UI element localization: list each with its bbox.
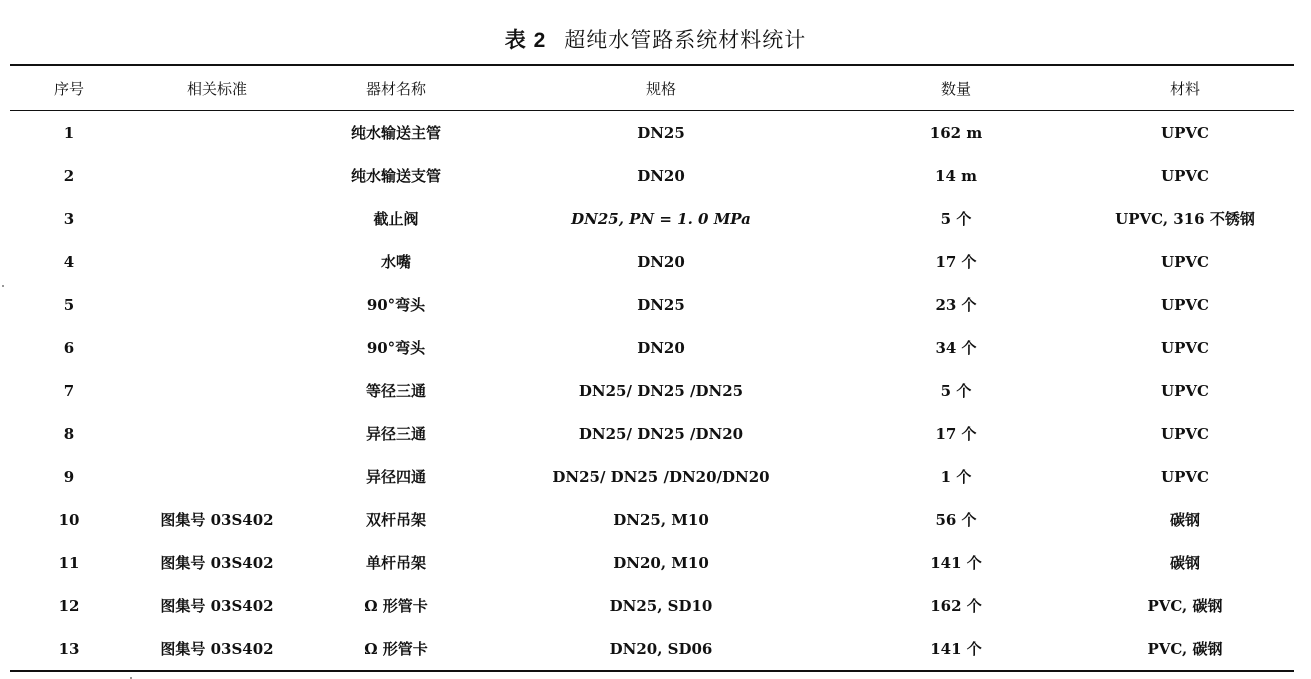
cell-spec: DN25, PN = 1. 0 MPa (571, 209, 751, 228)
table-number: 表 2 (504, 29, 547, 52)
cell-name: 90°弯头 (366, 339, 426, 357)
table-row (10, 627, 1294, 671)
cell-material: UPVC (1161, 467, 1209, 486)
cell-qty: 5 个 (940, 210, 972, 228)
cell-name: 水嘴 (380, 253, 411, 271)
cell-standard (128, 240, 306, 283)
header-no: 序号 (53, 79, 84, 98)
cell-no: 1 (63, 123, 75, 142)
cell-spec: DN25/ DN25 /DN25 (578, 381, 744, 400)
cell-spec: DN20 (637, 252, 685, 271)
table-row (10, 412, 1294, 455)
cell-no: 8 (63, 424, 75, 443)
cell-no: 11 (58, 553, 80, 572)
table-row (10, 283, 1294, 326)
header-standard: 相关标准 (186, 79, 247, 98)
cell-name: 等径三通 (365, 382, 426, 400)
cell-standard (128, 455, 306, 498)
header-row (10, 65, 1294, 111)
materials-table (10, 64, 1294, 672)
cell-name: 90°弯头 (366, 296, 426, 314)
cell-material: UPVC (1161, 424, 1209, 443)
cell-material: UPVC (1161, 295, 1209, 314)
cell-material: UPVC (1161, 338, 1209, 357)
header-qty: 数量 (940, 79, 971, 98)
table-caption (0, 24, 1311, 54)
table-row (10, 584, 1294, 627)
cell-standard (128, 369, 306, 412)
cell-standard (128, 283, 306, 326)
cell-material: UPVC (1161, 166, 1209, 185)
header-material: 材料 (1169, 79, 1200, 98)
cell-name: Ω 形管卡 (364, 597, 428, 615)
table-row (10, 111, 1294, 155)
cell-standard (128, 197, 306, 240)
cell-spec: DN25 (637, 123, 685, 142)
cell-standard: 图集号 03S402 (160, 554, 274, 572)
cell-material: PVC, 碳钢 (1147, 640, 1223, 658)
cell-no: 13 (58, 639, 80, 658)
cell-qty: 17 个 (935, 425, 977, 443)
table-row (10, 498, 1294, 541)
table-row (10, 369, 1294, 412)
table-title: 超纯水管路系统材料统计 (564, 28, 807, 52)
cell-qty: 34 个 (935, 339, 977, 357)
cell-no: 7 (63, 381, 75, 400)
cell-qty: 5 个 (940, 382, 972, 400)
cell-material: UPVC (1161, 123, 1209, 142)
cell-standard (128, 412, 306, 455)
cell-spec: DN20, SD06 (609, 639, 713, 658)
cell-spec: DN20 (637, 338, 685, 357)
table-row (10, 240, 1294, 283)
cell-name: 双杆吊架 (365, 511, 426, 529)
cell-spec: DN25/ DN25 /DN20 (578, 424, 744, 443)
cell-name: 纯水输送主管 (350, 124, 441, 142)
cell-qty: 162 个 (930, 597, 982, 615)
cell-qty: 56 个 (935, 511, 977, 529)
cell-standard: 图集号 03S402 (160, 511, 274, 529)
table-row (10, 154, 1294, 197)
scan-speck (2, 285, 4, 287)
cell-name: 异径三通 (365, 425, 426, 443)
cell-material: 碳钢 (1169, 554, 1200, 572)
cell-qty: 14 m (935, 166, 977, 185)
cell-qty: 141 个 (930, 640, 982, 658)
cell-spec: DN25, SD10 (609, 596, 713, 615)
table-row (10, 541, 1294, 584)
cell-no: 6 (63, 338, 75, 357)
cell-no: 12 (58, 596, 80, 615)
cell-standard: 图集号 03S402 (160, 640, 274, 658)
cell-no: 10 (58, 510, 80, 529)
cell-no: 9 (63, 467, 75, 486)
cell-spec: DN25, M10 (613, 510, 709, 529)
cell-qty: 141 个 (930, 554, 982, 572)
cell-name: Ω 形管卡 (364, 640, 428, 658)
header-name: 器材名称 (365, 79, 426, 98)
cell-material: UPVC (1161, 381, 1209, 400)
cell-no: 5 (63, 295, 75, 314)
table-row (10, 326, 1294, 369)
cell-material: 碳钢 (1169, 511, 1200, 529)
cell-name: 异径四通 (365, 468, 426, 486)
cell-standard (128, 154, 306, 197)
cell-material: UPVC (1161, 252, 1209, 271)
cell-spec: DN20, M10 (613, 553, 709, 572)
cell-no: 4 (63, 252, 75, 271)
cell-spec: DN20 (637, 166, 685, 185)
table-row (10, 455, 1294, 498)
cell-standard: 图集号 03S402 (160, 597, 274, 615)
cell-standard (128, 326, 306, 369)
cell-qty: 17 个 (935, 253, 977, 271)
cell-standard (128, 111, 306, 155)
cell-name: 纯水输送支管 (350, 167, 441, 185)
cell-spec: DN25 (637, 295, 685, 314)
header-spec: 规格 (645, 79, 676, 98)
cell-qty: 23 个 (935, 296, 977, 314)
cell-qty: 162 m (929, 123, 983, 142)
cell-name: 单杆吊架 (365, 554, 426, 572)
cell-material: UPVC, 316 不锈钢 (1115, 210, 1255, 228)
cell-spec: DN25/ DN25 /DN20/DN20 (552, 467, 770, 486)
cell-name: 截止阀 (373, 210, 419, 228)
cell-material: PVC, 碳钢 (1147, 597, 1223, 615)
table-row (10, 197, 1294, 240)
cell-no: 3 (63, 209, 75, 228)
cell-qty: 1 个 (940, 468, 972, 486)
cell-no: 2 (63, 166, 75, 185)
